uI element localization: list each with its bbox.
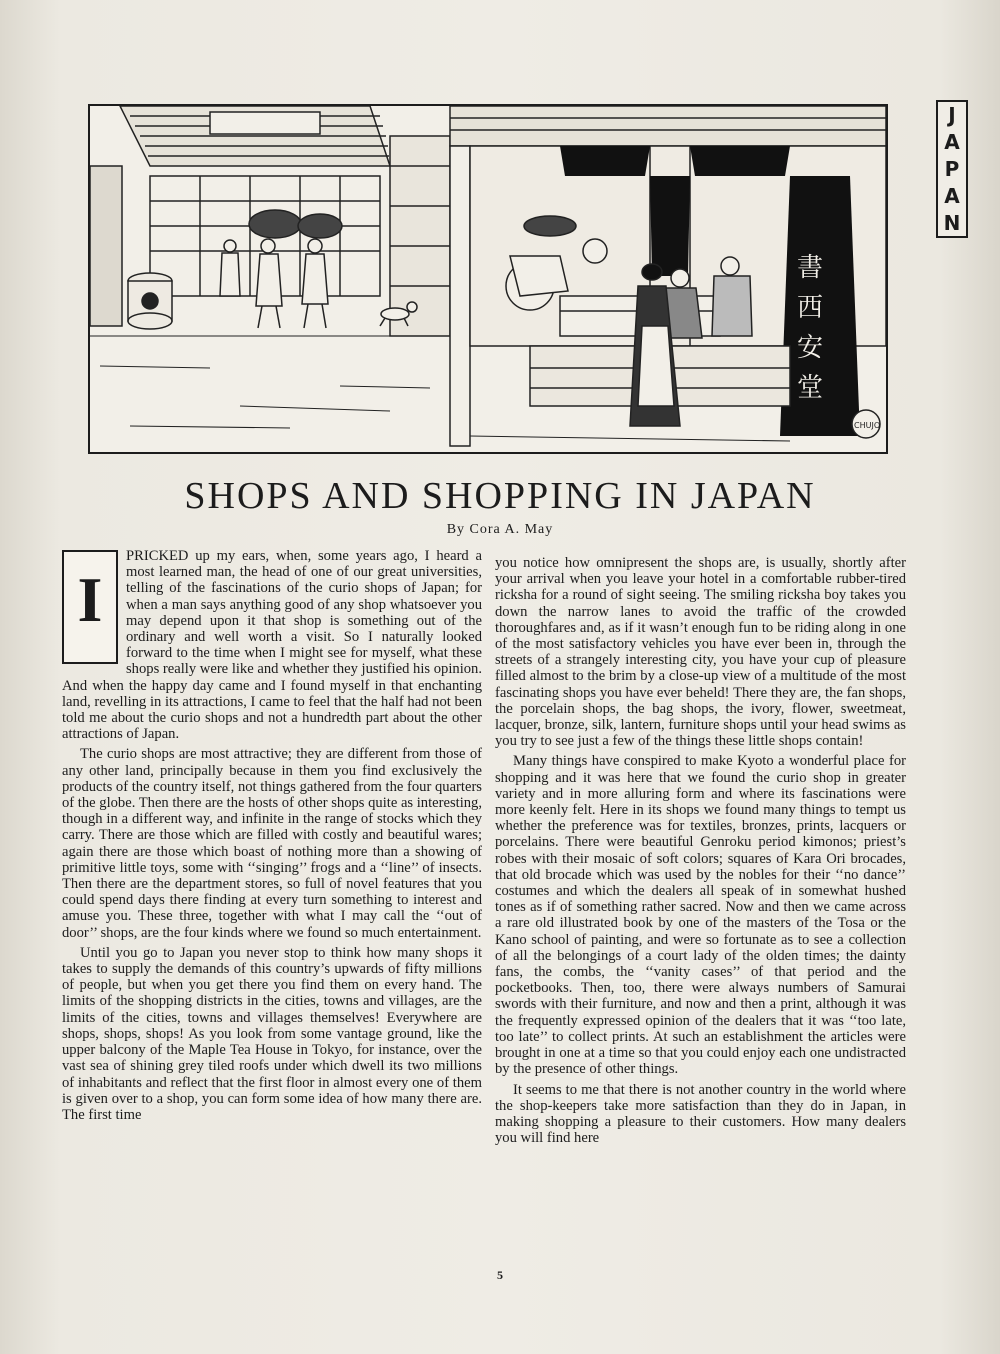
curtain-sign-2: 安 xyxy=(797,333,824,363)
article-paragraph: PRICKED up my ears, when, some years ago, I heard a most learned man, the head of one of our great universities, telling of the fascinations of the curio shops of Japan; for when a man says anything good of any shop whatsoever you may depend upon it that shop is something out of the ordinary and well worth a visit. So I naturally looked forward to the time when I might see for myself, what these shops really were like and whether they justified his opinion. And when the happy day came and I found myself in that enchanting land, revelling in its attractions, I came to feel that the half had not been told me about the curio shops and not a hundredth part about the other attractions of Japan. xyxy=(62,548,482,743)
article-paragraph: Until you go to Japan you never stop to think how many shops it takes to supply the demands of this country’s upwards of fifty millions of people, but when you get there you find them on every hand. The limits of the shopping districts in the cities, towns and villages, are the limits of the cities, towns and villages themselves! Everywhere are shops, shops, shops! As you look from some vantage ground, like the upper balcony of the Maple Tea House in Tokyo, for instance, over the vast sea of shining grey tiled roofs under which dwell its two millions of inhabitants and reflect that the first floor in almost every one of them is given over to a shop, you can form some idea of how many there are. The first time xyxy=(62,944,482,1123)
illustration-signature: CHUJO xyxy=(854,421,881,430)
tab-letter: P xyxy=(944,156,960,181)
article-column-left xyxy=(62,548,482,1260)
decorative-initial-letter: I xyxy=(77,564,103,635)
tab-letter: A xyxy=(944,183,960,208)
decorative-initial xyxy=(62,550,118,664)
article-byline: By Cora A. May xyxy=(446,522,554,537)
section-tab-japan xyxy=(936,100,968,238)
tab-letter: N xyxy=(943,210,961,235)
article-paragraph: you notice how omnipresent the shops are, is usually, shortly after your arrival when you leave your hotel in a comfortable rubber-tired ricksha for a round of sight seeing. The smiling ricksha boy takes you down the narrow lanes to avoid the traffic of the crowded thoroughfares and, as if it wasn’t enough fun to be riding along in one of the most satisfactory vehicles you have ever been in, through the streets of a strangely interesting city, you have your cup of pleasure filled almost to the brim by a close-up view of a multitude of the most fascinating shops you have ever beheld! There they are, the fan shops, the porcelain shops, the bag shops, the ivory, flower, sweetmeat, lacquer, bronze, silk, lantern, furniture shops until your head swims as you try to see just a few of the things these little shops contain! xyxy=(495,555,906,750)
illustration-drawing xyxy=(90,106,886,452)
tab-letter: J xyxy=(948,103,956,128)
tab-letter: A xyxy=(944,130,960,155)
street-shop-illustration xyxy=(88,104,888,454)
article-paragraph: The curio shops are most attractive; they are different from those of any other land, principally because in them you find exclusively the products of the country itself, not things gathered from the four quarters of the globe. Then there are the hosts of other shops quite as interesting, though in a different way, and infinite in the range of stocks which they carry. There are those which are filled with costly and beautiful wares; again there are those which boast of nothing more than a showing of primitive little toys, some with ‘‘singing’’ frogs and a ‘‘line’’ of insects. Then there are the department stores, so full of novel features that you could spend days there finding at every turn something to interest and amuse you. These three, together with what I may call the ‘‘out of door’’ shops, are the four kinds where we found so much entertainment. xyxy=(62,746,482,941)
page-number: 5 xyxy=(497,1268,503,1282)
article-paragraph: Many things have conspired to make Kyoto a wonderful place for shopping and it was here that we found the curio shop in greater variety and in more alluring form and where its fascinations were more keenly felt. Here in its shops we found many things to tempt us whether the preference was for textiles, bronzes, prints, lacquers or porcelains. There were beautiful Genroku period kimonos; priest’s robes with their mosaic of soft colors; squares of Kara Ori brocades, that old brocade which was used by the nobles for their ‘‘no dance’’ costumes and which the dealers all speak of in somewhat hushed tones as if of something rather sacred. Now and then we came across a rare old illustrated book by one of the masters of the Tosa or the Kano school of painting, and were so fortunate as to see a collection of all the belongings of a court lady of the olden times; the dainty fans, the combs, the ‘‘vanity cases’’ of that period and the pocketbooks. Then, too, there were always numbers of Samurai swords with their furniture, and now and then a print, although it was the frequently expressed opinion of the dealers that it was ‘‘too late, too late’’ to collect prints. At such an establishment the articles were brought in one at a time so that you could enjoy each one undistracted by the presence of other things. xyxy=(495,753,906,1078)
article-title: SHOPS AND SHOPPING IN JAPAN xyxy=(184,475,816,517)
article-paragraph: It seems to me that there is not another country in the world where the shop-keepers take more satisfaction than they do in Japan, in making shopping a pleasure to their customers. How many dealers you will find here xyxy=(495,1081,906,1147)
article-column-right xyxy=(495,555,906,1267)
curtain-sign-0: 書 xyxy=(797,253,824,283)
curtain-sign-3: 堂 xyxy=(797,373,824,403)
curtain-sign-1: 西 xyxy=(797,293,824,323)
